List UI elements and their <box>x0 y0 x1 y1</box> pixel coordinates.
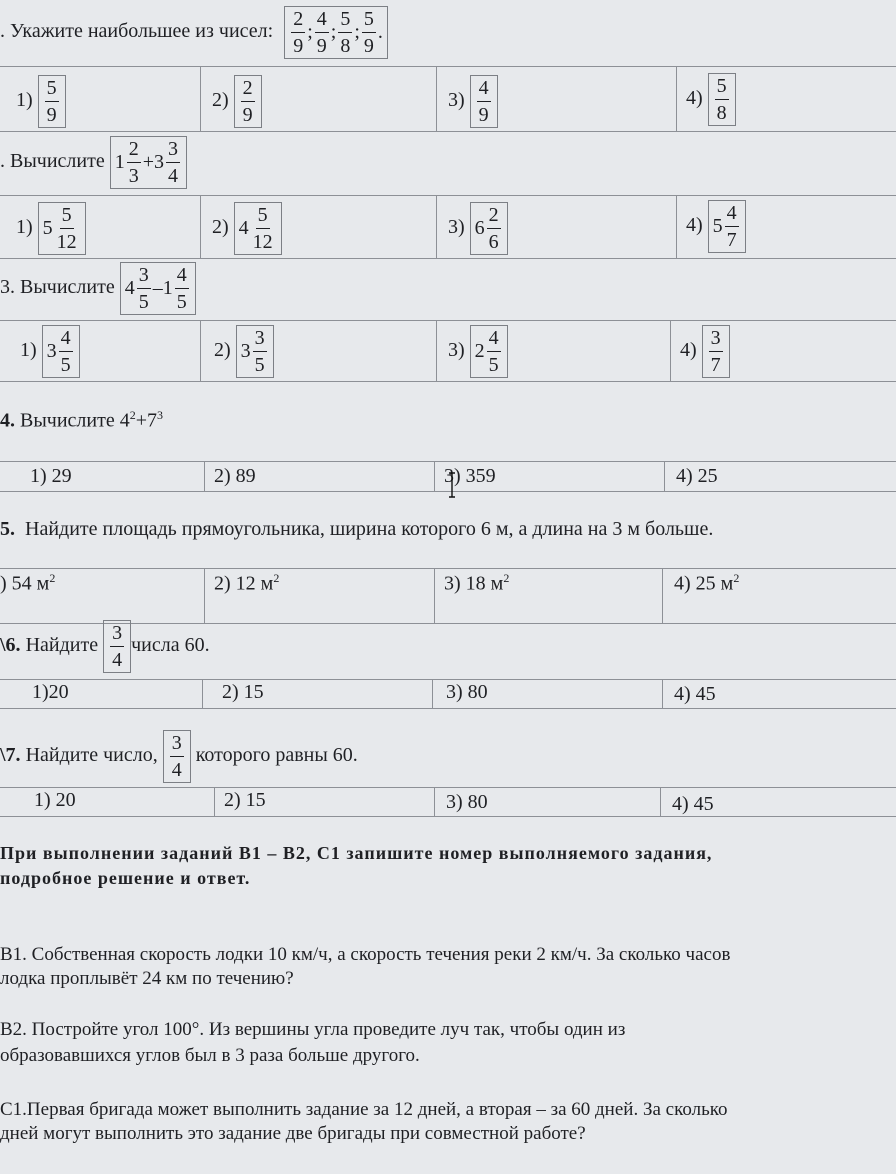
answer-option: 4) 25 <box>676 465 718 487</box>
answer-option: 2) 12 $м^2$ <box>214 571 280 595</box>
answer-option: 2) $\frac{2}{9}$ <box>212 75 262 128</box>
answer-option: 3) 2 $\frac{4}{5}$ <box>448 325 508 378</box>
answer-option: 2) 89 <box>214 465 256 487</box>
task-b2 <box>0 1019 896 1067</box>
instructions-line-2: подробное решение и ответ. <box>0 868 251 888</box>
answer-option: 3) 80 <box>446 681 488 703</box>
answer-option: 4) $\frac{5}{8}$ <box>686 73 736 126</box>
question-4-number: 4. <box>0 409 20 432</box>
task-b1 <box>0 944 896 990</box>
question-6-number: \6. <box>0 634 21 657</box>
question-5-text: Найдите площадь прямоугольника, ширина которого 6 м, а длина на 3 м больше. <box>25 518 714 540</box>
question-3-number: 3. <box>0 276 20 299</box>
task-b1-line-1: В1. Собственная скорость лодки 10 км/ч, а скорость течения реки 2 км/ч. За сколько часов <box>0 944 731 965</box>
answer-option: 3) 6 $\frac{2}{6}$ <box>448 202 508 255</box>
question-4: 4. Вычислите $4^2+7^3$ <box>0 408 163 432</box>
question-1-fractions: $\frac{2}{9}$ ; $\frac{4}{9}$ ; $\frac{5}{8}$ ; $\frac{5}{9}$ . <box>284 6 388 59</box>
answer-option: 2) 15 <box>224 789 266 811</box>
text-cursor-icon <box>448 472 456 498</box>
answer-option: 4) 45 <box>674 683 716 705</box>
task-b2-line-1: В2. Постройте угол 100°. Из вершины угла проведите луч так, чтобы один из <box>0 1019 626 1040</box>
task-c1-line-1: С1.Первая бригада может выполнить задание за 12 дней, а вторая – за 60 дней. За сколько <box>0 1099 728 1120</box>
task-b2-line-2: образовавшихся углов был в 3 раза больше другого. <box>0 1045 420 1066</box>
question-3-text: Вычислите <box>20 276 115 299</box>
answer-option: 4) 5 $\frac{4}{7}$ <box>686 200 746 253</box>
question-6: \6. Найдите $\frac{3}{4}$ числа 60. <box>0 622 210 671</box>
question-4-text: Вычислите 4 <box>20 409 130 432</box>
task-c1-line-2: дней могут выполнить это задание две бригады при совместной работе? <box>0 1123 586 1144</box>
fraction: $\frac{5}{8}$ <box>340 8 351 57</box>
answer-option: 3) $\frac{4}{9}$ <box>448 75 498 128</box>
answer-option: 2) 3 $\frac{3}{5}$ <box>214 325 274 378</box>
question-5-number: 5. <box>0 518 15 540</box>
answer-option: 3) 359 <box>444 465 496 487</box>
task-b1-line-2: лодка проплывёт 24 км по течению? <box>0 968 294 989</box>
answer-option: ) 54 $м^2$ <box>0 571 56 595</box>
answer-option: 1) 20 <box>34 789 76 811</box>
question-2-options-row <box>0 195 896 259</box>
answer-option: 1) 29 <box>30 465 72 487</box>
question-3 <box>0 262 196 315</box>
answer-option: 2) 4 $\frac{5}{12}$ <box>212 202 282 255</box>
fraction: $\frac{4}{9}$ <box>316 8 327 57</box>
question-6-options-row <box>0 679 896 709</box>
instructions <box>0 843 896 889</box>
question-3-options-row <box>0 320 896 382</box>
answer-option: 1) 5 $\frac{5}{12}$ <box>16 202 86 255</box>
answer-option: 4) 25 $м^2$ <box>674 571 740 595</box>
question-2-text: Вычислите <box>10 150 105 173</box>
answer-option: 1) 3 $\frac{4}{5}$ <box>20 325 80 378</box>
answer-option: 4) 45 <box>672 793 714 815</box>
answer-option: 4) $\frac{3}{7}$ <box>680 325 730 378</box>
question-5 <box>0 518 713 541</box>
question-3-expression: 4 $\frac{3}{5}$ – 1 $\frac{4}{5}$ <box>120 262 196 315</box>
question-1-number: . <box>0 20 10 43</box>
answer-option: 3) 80 <box>446 791 488 813</box>
question-7: \7. Найдите число, $\frac{3}{4}$ которого равны 60. <box>0 732 358 781</box>
answer-option: 3) 18 $м^2$ <box>444 571 510 595</box>
question-7-number: \7. <box>0 744 21 767</box>
question-1 <box>0 6 388 59</box>
question-5-options-row <box>0 568 896 624</box>
fraction: $\frac{5}{9}$ <box>363 8 374 57</box>
question-2-number: . <box>0 150 10 173</box>
question-1-text: Укажите наибольшее из чисел: <box>10 20 274 43</box>
question-1-options-row <box>0 66 896 132</box>
answer-option: 1) $\frac{5}{9}$ <box>16 75 66 128</box>
fraction: $\frac{2}{9}$ <box>293 8 304 57</box>
answer-option: 1)20 <box>32 681 69 703</box>
task-c1 <box>0 1099 896 1145</box>
answer-option: 2) 15 <box>222 681 264 703</box>
question-7-options-row <box>0 787 896 817</box>
question-2 <box>0 136 187 189</box>
question-2-expression: 1 $\frac{2}{3}$ + 3 $\frac{3}{4}$ <box>110 136 187 189</box>
instructions-line-1: При выполнении заданий В1 – В2, С1 запишите номер выполняемого задания, <box>0 843 713 863</box>
